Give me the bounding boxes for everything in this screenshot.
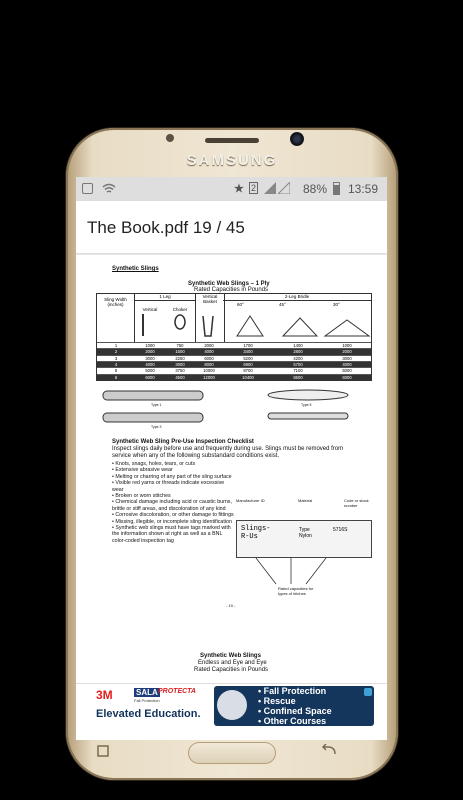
table-cell: 1000 — [342, 343, 352, 348]
footer-line-3: Rated Capacities in Pounds — [194, 667, 269, 673]
table-cell: 3000 — [342, 355, 352, 361]
table-cell: 4 — [114, 361, 118, 367]
ad-left-panel — [96, 686, 206, 726]
table-cell: 6000 — [145, 374, 155, 380]
ad-right-panel — [214, 686, 374, 726]
table-cell: 1 — [114, 343, 118, 348]
sim-indicator: 2 — [251, 183, 257, 193]
viewer-title-bar — [76, 201, 387, 254]
tag-material: Type Nylon — [299, 527, 312, 539]
page-number: - 19 - — [226, 603, 236, 608]
table-row — [97, 374, 371, 381]
ad-bullet-4: • Other Courses — [258, 716, 327, 726]
ad-choices-icon[interactable] — [364, 688, 372, 696]
table-cell: 5 — [114, 368, 118, 374]
table-cell: 3750 — [175, 368, 185, 374]
table-cell: 6000 — [342, 374, 352, 380]
table-cell: 5200 — [243, 355, 253, 361]
home-button[interactable] — [188, 742, 276, 764]
table-cell: 1000 — [145, 343, 155, 348]
table-cell: 4500 — [175, 374, 185, 380]
table-cell: 6 — [114, 374, 118, 380]
sling-label-2: Type 3 — [151, 425, 162, 429]
subcol-choker: Choker — [172, 307, 188, 312]
clock: 13:59 — [348, 182, 379, 196]
front-camera — [290, 132, 304, 146]
table-cell: 1400 — [293, 343, 303, 348]
table-cell: 2800 — [293, 349, 303, 355]
subcol-60: 60° — [237, 302, 244, 307]
battery-percent: 88% — [303, 182, 328, 196]
ad-logo-3m: 3M — [96, 688, 113, 702]
col-1-leg: 1 Leg — [135, 294, 195, 301]
tag-code: 5716S — [333, 527, 348, 533]
table-title: Synthetic Web Slings – 1 Ply — [188, 281, 270, 287]
checklist — [112, 461, 236, 544]
checklist-item: • Melting or charring of any part of the sling surface — [112, 473, 232, 480]
checklist-item: • Broken or worn stitches — [112, 493, 171, 500]
table-cell: 7100 — [293, 368, 303, 374]
ad-bullet-3: • Confined Space — [258, 706, 332, 716]
table-cell: 2250 — [175, 355, 185, 361]
table-cell: 2 — [114, 349, 118, 355]
table-cell: 3400 — [243, 349, 253, 355]
hd-voice-icon: ★ — [234, 183, 244, 195]
earpiece-speaker — [205, 138, 259, 143]
table-cell: 3000 — [145, 355, 155, 361]
sling-illustrations — [98, 387, 378, 437]
col-2-leg-bridle: 2-Leg Bridle — [223, 294, 371, 301]
checklist-intro: Inspect slings daily before use and frequently during use. Slings must be removed from service when any of the following substandard conditions exist. — [112, 446, 344, 459]
device-brand: SAMSUNG — [186, 152, 278, 169]
recent-apps-icon[interactable] — [96, 744, 110, 758]
table-cell: 3 — [114, 355, 118, 361]
table-subtitle: Rated Capacities in Pounds — [194, 287, 269, 293]
table-cell: 4000 — [145, 361, 155, 367]
table-cell: 4200 — [293, 355, 303, 361]
sling-label-1: Type 1 — [151, 403, 162, 407]
ad-logo-sala: SALA — [136, 688, 158, 697]
hitch-diagrams — [135, 312, 371, 342]
table-cell: 2000 — [145, 349, 155, 355]
document-title: The Book.pdf 19 / 45 — [87, 218, 245, 237]
ad-bullet-2: • Rescue — [258, 696, 296, 706]
capacity-table — [96, 293, 372, 381]
tag-arrows — [236, 556, 370, 586]
gallery-notification-icon — [82, 183, 93, 194]
ad-logo-sub: Fall Protection — [134, 698, 160, 703]
ad-bullet-1: • Fall Protection — [258, 686, 327, 696]
subcol-vertical: Vertical — [142, 307, 158, 312]
battery-icon — [333, 182, 340, 195]
table-cell: 5000 — [145, 368, 155, 374]
table-cell: 8500 — [293, 374, 303, 380]
screen — [76, 177, 387, 740]
col-sling-width: Sling Width (inches) — [97, 294, 135, 342]
ad-logo-protecta: PROTECTA — [158, 688, 196, 695]
table-cell: 5000 — [342, 368, 352, 374]
signal-1-icon — [264, 182, 276, 194]
table-cell: 10000 — [203, 368, 215, 374]
table-cell: 6900 — [243, 361, 253, 367]
table-cell: 8000 — [204, 361, 214, 367]
ad-banner[interactable] — [76, 683, 387, 728]
table-cell: 3000 — [175, 361, 185, 367]
table-cell: 12000 — [203, 374, 215, 380]
back-icon[interactable] — [321, 744, 339, 758]
table-cell: 4000 — [204, 349, 214, 355]
checklist-item: • Chemical damage including acid or caustic burns, brittle or stiff areas, and discoloration of any kind — [112, 499, 232, 512]
ad-headline: Elevated Education. — [96, 708, 201, 720]
table-cell: 2000 — [204, 343, 214, 348]
footer-title: Synthetic Web Slings — [200, 653, 261, 659]
table-cell: 6000 — [204, 355, 214, 361]
subcol-45: 45° — [279, 302, 286, 307]
sling-tag-diagram — [236, 498, 370, 608]
pdf-page[interactable] — [76, 255, 387, 683]
table-cell: 10400 — [242, 374, 254, 380]
tag-capacities-label: Rated capacities for types of hitches — [278, 586, 314, 596]
tag-code-label: Code or stock number — [344, 498, 369, 508]
training-seal-icon — [217, 690, 247, 720]
wifi-icon — [102, 183, 116, 194]
tag-manufacturer-label: Manufacturer ID — [236, 498, 265, 503]
checklist-item: • Visible red yarns or threads indicate excessive wear — [112, 480, 225, 493]
status-bar — [76, 177, 387, 201]
tag-brand: Slings-R-Us — [241, 525, 271, 541]
section-heading: Synthetic Slings — [112, 266, 159, 272]
table-cell: 8700 — [243, 368, 253, 374]
table-cell: 1700 — [243, 343, 253, 348]
table-cell: 5700 — [293, 361, 303, 367]
table-cell: 4000 — [342, 361, 352, 367]
checklist-item: • Extensive abrasive wear — [112, 467, 173, 474]
checklist-item: • Missing, illegible, or incomplete sling identification — [112, 518, 232, 525]
tag-material-label: Material — [298, 498, 313, 503]
footer-line-2: Endless and Eye and Eye — [198, 660, 267, 666]
subcol-30: 30° — [333, 302, 340, 307]
table-cell: 1500 — [175, 349, 185, 355]
table-cell: 2000 — [342, 349, 352, 355]
checklist-title: Synthetic Web Sling Pre-Use Inspection Checklist — [112, 439, 254, 445]
sling-label-3: Type 5 — [301, 403, 312, 407]
checklist-item: • Synthetic web slings must have tags marked with the information shown at right as well as a BNL color-coded inspection tag — [112, 525, 231, 544]
table-cell: 750 — [176, 343, 184, 348]
signal-2-icon — [278, 182, 290, 194]
checklist-item: • Knots, snags, holes, tears, or cuts — [112, 461, 196, 467]
tag-body — [236, 520, 372, 558]
col-vertical-basket: Vertical Basket — [195, 294, 225, 342]
checklist-item: • Corrosive discoloration, or other damage to fittings — [112, 512, 234, 519]
proximity-sensor — [166, 134, 174, 142]
